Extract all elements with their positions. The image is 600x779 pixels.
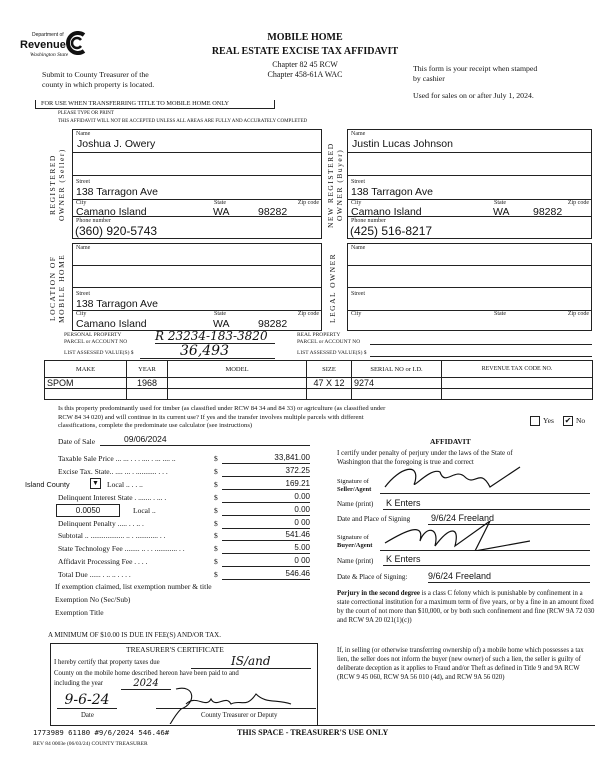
local-rate-field[interactable]: 0.0050 [56,504,120,517]
certificate-date-label: Date [81,712,94,719]
cell-empty[interactable] [352,389,442,400]
buyer-signature-label: Signature of Buyer/Agent [337,534,373,549]
treasurer-certificate [50,643,318,726]
location-city[interactable]: Camano Island [76,318,147,330]
dollar-sign: $ [214,467,218,476]
cell-serial[interactable]: 9274 [352,378,442,389]
no-checkbox[interactable] [563,416,573,426]
buyer-phone[interactable]: (425) 516-8217 [350,224,433,238]
state-label: State [494,311,506,317]
seller-section-label: REGISTERED OWNER (Seller) [48,148,66,222]
exemption-title-label: Exemption Title [55,608,104,617]
chapter-1: Chapter 82 45 RCW [272,60,338,69]
dollar-sign: $ [214,557,218,566]
receipt-stamp: 1773989 61180 #9/6/2024 546.46# [33,728,170,737]
please-type: PLEASE TYPE OR PRINT [58,111,114,116]
form-revision: REV 84 0003e (06/03/24) COUNTY TREASURER [33,741,148,747]
buyer-city[interactable]: Camano Island [351,206,422,218]
dollar-sign: $ [214,480,218,489]
state-label: State [494,200,506,206]
seller-phone[interactable]: (360) 920-5743 [75,224,158,238]
dollar-sign: $ [214,506,218,515]
processing-fee-label: Affidavit Processing Fee . . . . [58,557,148,566]
certificate-title: TREASURER'S CERTIFICATE [126,645,224,654]
submit-line-2: county in which property is located. [42,80,155,89]
excise-local-value[interactable]: 169.21 [222,479,310,490]
city-label: City [76,200,87,206]
seller-street[interactable]: 138 Tarragon Ave [76,186,158,198]
seller-city[interactable]: Camano Island [76,206,147,218]
receipt-line-1: This form is your receipt when stamped [413,64,538,73]
cell-empty[interactable] [127,389,168,400]
phone-label: Phone number [76,218,111,224]
tax-lien-warning: If, in selling (or otherwise transferring ownership of) a mobile home which possesses a tax lien, the seller does not inform the buyer (new owner) of such a lien, the seller is guilty of deliberate deception as it applies to Fraud and/or Theft as defined in Title 9 and 9A RCW (RCW 9 45 060, RCW 9A 56 010 (4d), and RCW 9A 56 020) [337,647,584,681]
treasurer-signature[interactable] [156,689,316,709]
legal-owner-section-label: LEGAL OWNER [328,252,337,324]
certificate-date[interactable]: 9-6-24 [57,692,117,709]
cell-year[interactable]: 1968 [127,378,168,389]
street-label: Street [76,291,90,297]
name-label: Name [351,245,366,251]
location-state[interactable]: WA [213,318,230,330]
dollar-sign: $ [214,570,218,579]
signature-scribble-icon [380,462,530,492]
receipt-line-2: by cashier [413,74,445,83]
certificate-line-1: I hereby certify that property taxes due [54,659,160,666]
name-label: Name [351,131,366,137]
cell-make[interactable]: SPOM [45,378,127,389]
current-use-question: Is this property predominantly used for timber (as classified under RCW 84 34 and 84 33) or agriculture (as classified under RCW 84 34 020) and will continue in its current use? If yes and the transfer involves multiple parcels with different classifications, complete the predominate use calculator (see instructions) [58,405,386,429]
not-accepted-note: THIS AFFIDAVIT WILL NOT BE ACCEPTED UNLESS ALL AREAS ARE FULLY AND ACCURATELY COMPLETED [58,119,308,124]
mobile-home-table [44,360,593,400]
delinquent-interest-state-value[interactable]: 0.00 [222,492,310,503]
exemption-intro: If exemption claimed, list exemption number & title [55,582,212,591]
perjury-warning: Perjury in the second degree is a class C felony which is punishable by confinement in a state correctional institution for a maximum term of five years, or by a fine in an amount fixed by the court of not more than $10,000, or by both such confinement and fine (RCW 9A 72 030 and RCW 9A 20 021(1)(c)) [337,590,595,624]
exemption-no-label: Exemption No (Sec/Sub) [55,595,131,604]
county-dropdown[interactable] [90,478,101,489]
list-assessed-value[interactable]: 36,493 [140,345,275,359]
logo-swirl-icon [64,31,88,55]
real-list-assessed-input[interactable] [370,351,592,357]
buyer-name[interactable]: Justin Lucas Johnson [352,138,453,150]
total-due-label: Total Due ...... . .. .. . . . . [58,570,131,579]
seller-date-place[interactable]: 9/6/24 Freeland [428,513,590,525]
seller-date-place-label: Date and Place of Signing [337,515,411,523]
certificate-line-2: County on the mobile home described hereon have been paid to and [54,670,239,677]
affidavit-title: AFFIDAVIT [430,437,471,446]
zip-label: Zip code [297,311,319,317]
street-label: Street [351,179,365,185]
city-label: City [351,200,362,206]
receipt-note [413,64,537,101]
buyer-street[interactable]: 138 Tarragon Ave [351,186,433,198]
col-model: MODEL [168,361,307,378]
treasurer-label: County Treasurer or Deputy [201,712,278,719]
seller-zip[interactable]: 98282 [258,206,288,218]
cell-empty[interactable] [307,389,352,400]
personal-parcel-number[interactable]: R 23234-183-3820 [155,330,275,344]
zip-label: Zip code [567,311,589,317]
submit-line-1: Submit to County Treasurer of the [42,70,149,79]
delinquent-penalty-value[interactable]: 0 00 [222,518,310,529]
buyer-name-print[interactable]: K Enters [383,554,590,566]
title-line-2: REAL ESTATE EXCISE TAX AFFIDAVIT [211,46,399,57]
no-label: No [576,416,586,425]
legal-owner-box [347,243,592,331]
city-label: City [351,311,362,317]
delinquent-penalty-label: Delinquent Penalty ..... . . .. . [58,519,144,528]
seller-name[interactable]: Joshua J. Owery [77,138,156,150]
processing-fee-value[interactable]: 0 00 [222,556,310,567]
zip-label: Zip code [297,200,319,206]
col-year: YEAR [127,361,168,378]
buyer-zip[interactable]: 98282 [533,206,563,218]
state-label: State [214,200,226,206]
dollar-sign: $ [214,544,218,553]
real-parcel-input[interactable] [370,337,592,345]
minimum-note: A MINIMUM OF $10.00 IS DUE IN FEE(S) AND/OR TAX. [48,631,221,639]
cell-model[interactable] [168,378,307,389]
treasurer-use-only: THIS SPACE - TREASURER'S USE ONLY [237,728,389,737]
excise-local-label: Local .. . . .. [107,480,143,489]
name-label: Name [76,131,91,137]
street-label: Street [76,179,90,185]
buyer-state[interactable]: WA [493,206,510,218]
location-section-label: LOCATION OF MOBILE HOME [48,253,66,323]
table-header-row [45,361,593,378]
dollar-sign: $ [214,493,218,502]
dollar-sign: $ [214,454,218,463]
real-list-assessed-label: LIST ASSESSED VALUE(S) $ [297,350,367,356]
street-label: Street [351,291,365,297]
delinquent-interest-local-value[interactable]: 0.00 [222,505,310,516]
col-size: SIZE [307,361,352,378]
col-tax-code: REVENUE TAX CODE NO. [442,361,593,378]
chevron-down-icon: ▼ [92,479,99,487]
state-label: State [214,311,226,317]
tech-fee-value[interactable]: 5.00 [222,543,310,554]
buyer-date-place[interactable]: 9/6/24 Freeland [428,571,590,583]
table-row [45,378,593,389]
location-zip[interactable]: 98282 [258,318,288,330]
revenue-logo [20,33,90,67]
list-assessed-label: LIST ASSESSED VALUE(S) $ [64,350,134,356]
logo-wa-state: Washington State [30,52,69,58]
dollar-sign: $ [214,519,218,528]
seller-state[interactable]: WA [213,206,230,218]
certificate-line-3: including the year [54,680,104,687]
real-property-label: REAL PROPERTY PARCEL or ACCOUNT NO [297,332,361,345]
phone-label: Phone number [351,218,386,224]
delinquent-interest-local-label: Local .. [133,506,156,515]
buyer-date-place-label: Date & Place of Signing: [337,573,408,581]
delinquent-interest-state-label: Delinquent Interest State . ....... . ... . [58,493,167,502]
seller-name-print[interactable]: K Enters [383,498,590,510]
chapter-2: Chapter 458-61A WAC [267,70,343,79]
cell-size[interactable]: 47 X 12 [307,378,352,389]
cell-empty[interactable] [45,389,127,400]
certificate-year[interactable]: 2024 [121,679,171,690]
subtotal-label: Subtotal .. .................. .. . ............ . . [58,531,166,540]
county-select-label: Island County [25,480,70,489]
cell-empty[interactable] [168,389,307,400]
buyer-box [347,129,592,239]
excise-state-label: Excise Tax. State.. .... ... . ........... . . . [58,467,168,476]
dollar-sign: $ [214,531,218,540]
location-box [72,243,322,331]
submit-note [42,70,154,90]
signature-scribble-icon [380,521,530,551]
affidavit-certify: I certify under penalty of perjury under the laws of the State of Washington that the foregoing is true and correct [337,449,513,466]
cell-tax-code[interactable] [442,378,593,389]
title-line-1: MOBILE HOME [267,32,343,43]
zip-label: Zip code [567,200,589,206]
buyer-section-label: NEW REGISTERED OWNER (Buyer) [326,142,344,228]
taxable-price-label: Taxable Sale Price ... ... . . . .... . ... .... .. [58,454,176,463]
date-of-sale-value[interactable]: 09/06/2024 [100,434,310,446]
personal-property-label: PERSONAL PROPERTY PARCEL or ACCOUNT NO [64,332,128,345]
city-label: City [76,311,87,317]
subtotal-value[interactable]: 541.46 [222,530,310,541]
seller-signature-label: Signature of Seller/Agent [337,478,372,493]
seller-name-print-label: Name (print) [337,500,374,508]
name-label: Name [76,245,91,251]
for-use-banner: FOR USE WHEN TRANSFERRING TITLE TO MOBILE HOME ONLY [35,100,275,109]
cell-empty[interactable] [442,389,593,400]
yes-checkbox[interactable] [530,416,540,426]
form-title [200,31,410,80]
certificate-county[interactable]: IS/and [191,655,311,669]
seller-signature[interactable] [380,470,590,494]
yes-label: Yes [543,416,554,425]
col-make: MAKE [45,361,127,378]
total-due-value[interactable]: 546.46 [222,569,310,580]
tech-fee-label: State Technology Fee ........ .. . . ............ . . [58,544,185,553]
logo-dept-of: Department of [32,32,64,38]
buyer-signature[interactable] [380,527,590,551]
date-of-sale-label: Date of Sale [58,437,96,446]
table-row [45,389,593,400]
treasurer-divider [318,725,595,726]
check-icon: ✔ [564,416,572,425]
col-serial: SERIAL NO or I.D. [352,361,442,378]
used-for-note: Used for sales on or after July 1, 2024. [413,91,534,100]
buyer-name-print-label: Name (print) [337,557,374,565]
taxable-price-value[interactable]: 33,841.00 [222,453,310,464]
seller-box [72,129,322,239]
location-street[interactable]: 138 Tarragon Ave [76,298,158,310]
excise-state-value[interactable]: 372.25 [222,466,310,477]
logo-revenue: Revenue [20,39,66,51]
